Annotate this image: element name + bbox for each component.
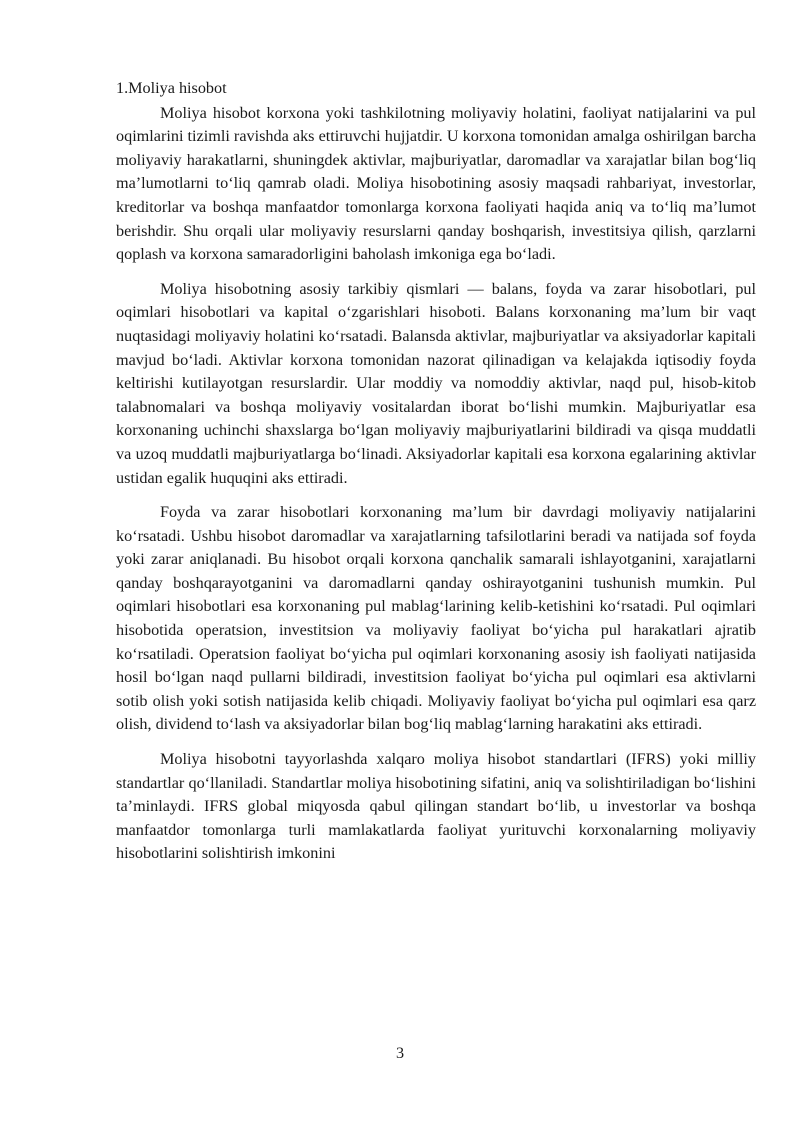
paragraph-standards: Moliya hisobotni tayyorlashda xalqaro moliya hisobot standartlari (IFRS) yoki milliy standartlar qo‘llaniladi. Standartlar moliya hisobotining sifatini, aniq va solishtiriladigan bo‘lishini ta’minlaydi. IFRS global miqyosda qabul qilingan standart bo‘lib, u investorlar va boshqa manfaatdor tomonlarga turli mamlakatlarda faoliyat yurituvchi korxonalarning moliyaviy hisobotlarini solishtirish imkonini [116,750,756,863]
paragraph-components: Moliya hisobotning asosiy tarkibiy qismlari — balans, foyda va zarar hisobotlari, pul oqimlari hisobotlari va kapital o‘zgarishlari hisoboti. Balans korxonaning ma’lum bir vaqt nuqtasidagi moliyaviy holatini ko‘rsatadi. Balansda aktivlar, majburiyatlar va aksiyadorlar kapitali mavjud bo‘ladi. Aktivlar korxona tomonidan nazorat qilinadigan va kelajakda iqtisodiy foyda keltirishi kutilayotgan resurslardir. Ular moddiy va nomoddiy aktivlar, naqd pul, hisob-kitob talabnomalari va boshqa moliyaviy vositalardan iborat bo‘lishi mumkin. Majburiyatlar esa korxonaning uchinchi shaxslarga bo‘lgan moliyaviy majburiyatlarini bildiradi va qisqa muddatli va uzoq muddatli majburiyatlarga bo‘linadi. Aksiyadorlar kapitali esa korxona egalarining aktivlar ustidan egalik huquqini aks ettiradi. [116,279,756,487]
paragraph-definition: Moliya hisobot korxona yoki tashkilotning moliyaviy holatini, faoliyat natijalarini va pul oqimlarini tizimli ravishda aks ettiruvchi hujjatdir. U korxona tomonidan amalga oshirilgan barcha moliyaviy harakatlarni, shuningdek aktivlar, majburiyatlar, daromadlar va xarajatlar bilan bog‘liq ma’lumotlarni to‘liq qamrab oladi. Moliya hisobotining asosiy maqsadi rahbariyat, investorlar, kreditorlar va boshqa manfaatdor tomonlarga korxona faoliyati haqida aniq va to‘liq ma’lumot berishdir. Shu orqali ular moliyaviy resurslarni qanday boshqarish, investitsiya qilish, qarzlarni qoplash va korxona samaradorligini baholash imkoniga ega bo‘ladi. [116,103,756,264]
page-number: 3 [395,1044,405,1062]
paragraph-profit-loss: Foyda va zarar hisobotlari korxonaning ma’lum bir davrdagi moliyaviy natijalarini ko‘rsatadi. Ushbu hisobot daromadlar va xarajatlarning tafsilotlarini beradi va natijada sof foyda yoki zarar aniqlanadi. Bu hisobot orqali korxona qanchalik samarali ishlayotganini, xarajatlarni qanday boshqarayotganini va daromadlarni qanday oshirayotganini tushunish mumkin. Pul oqimlari hisobotlari esa korxonaning pul mablag‘larining kelib-ketishini ko‘rsatadi. Pul oqimlari hisobotida operatsion, investitsion va moliyaviy faoliyat bo‘yicha pul harakatlari ajratib ko‘rsatiladi. Operatsion faoliyat bo‘yicha pul oqimlari korxonaning asosiy ish faoliyati natijasida hosil bo‘lgan naqd pullarni bildiradi, investitsion faoliyat bo‘yicha pul oqimlari esa aktivlarni sotib olish yoki sotish natijasida kelib chiqadi. Moliyaviy faoliyat bo‘yicha pul oqimlari esa qarz olish, dividend to‘lash va aksiyadorlar bilan bog‘liq mablag‘larning harakatini aks ettiradi. [116,503,756,734]
page-body [116,77,756,877]
section-heading: 1.Moliya hisobot [116,79,227,97]
